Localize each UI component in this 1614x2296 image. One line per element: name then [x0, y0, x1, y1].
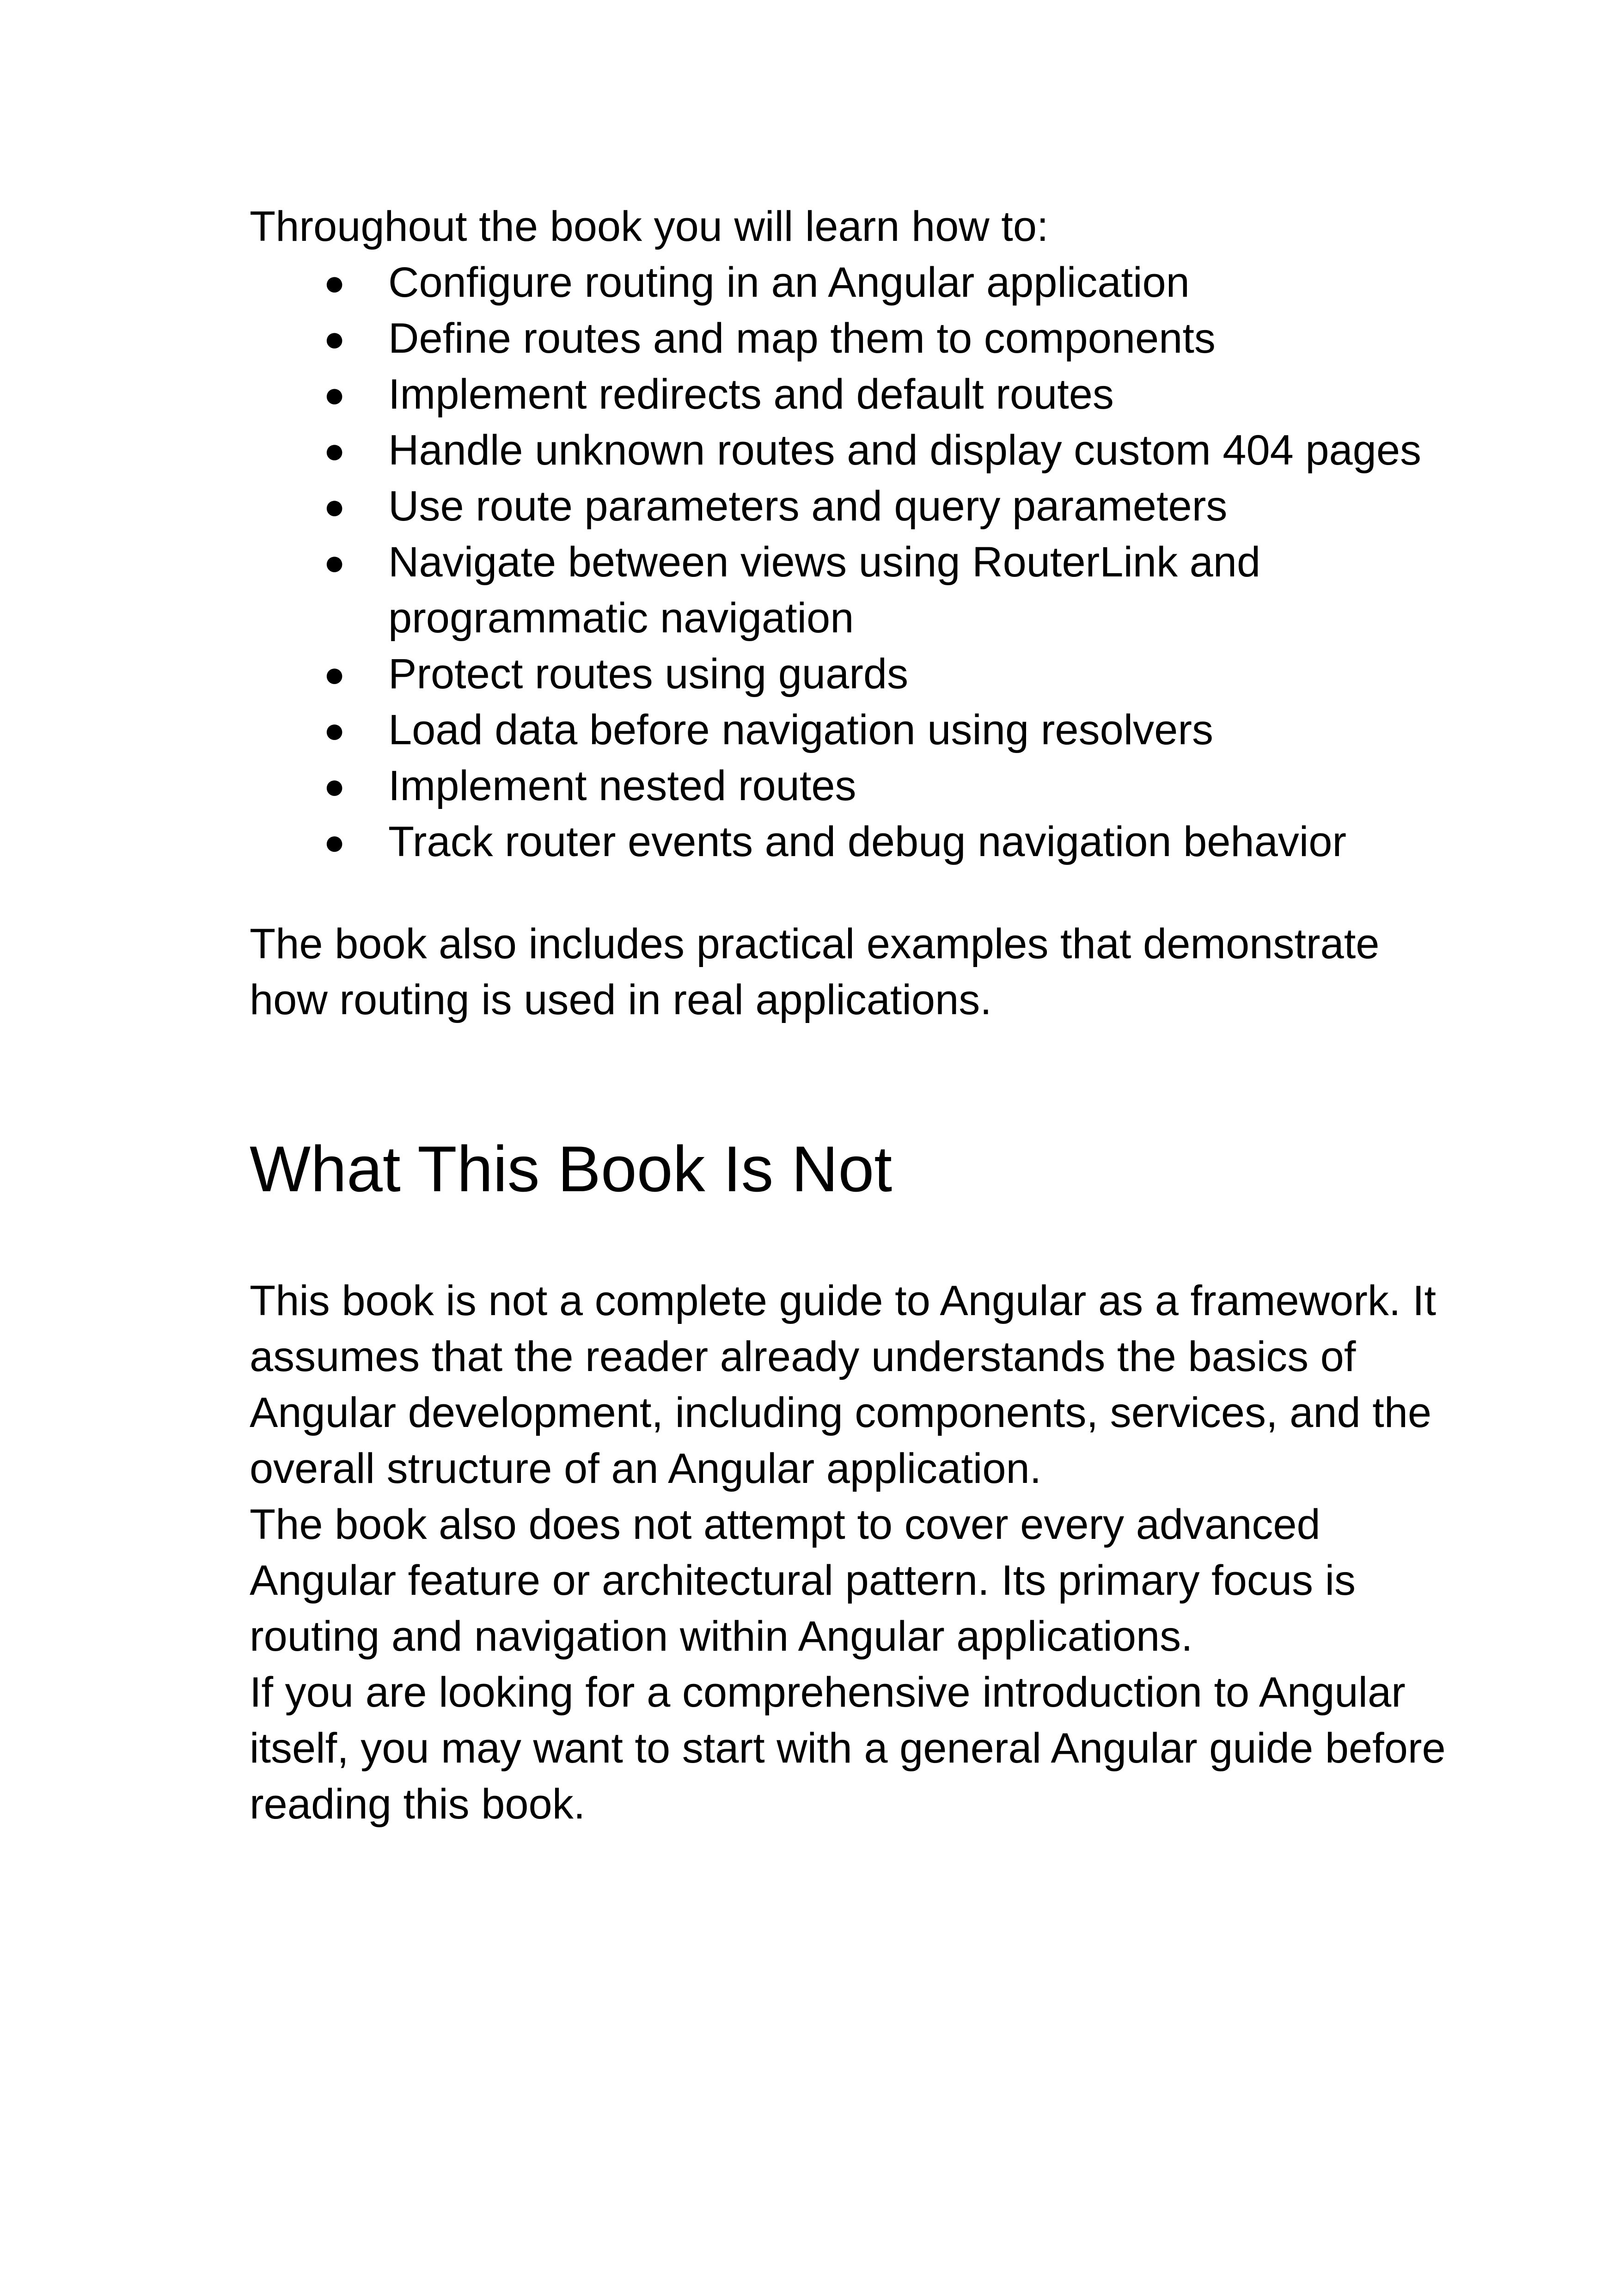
- learning-objectives-list: [250, 255, 1451, 870]
- list-item-text: Navigate between views using RouterLink and programmatic navigation: [388, 539, 1261, 642]
- section-paragraph-focus: The book also does not attempt to cover every advanced Angular feature or architectural pattern. Its primary focus is routing and navigation within Angular applications.: [250, 1501, 1356, 1660]
- bullet-icon: ●: [324, 542, 346, 582]
- list-item: [250, 646, 1516, 702]
- list-item: [250, 534, 1516, 646]
- list-item: [250, 255, 1516, 311]
- section-paragraph-recommendation: If you are looking for a comprehensive introduction to Angular itself, you may want to start with a general Angular guide before reading this book.: [250, 1669, 1446, 1828]
- list-item: [250, 478, 1516, 534]
- intro-text: Throughout the book you will learn how to:: [250, 203, 1049, 250]
- list-item: [250, 758, 1516, 814]
- list-item-text: Use route parameters and query parameters: [388, 483, 1228, 530]
- bullet-icon: ●: [324, 486, 346, 527]
- bullet-icon: ●: [324, 262, 346, 303]
- list-item-text: Load data before navigation using resolvers: [388, 706, 1213, 753]
- bullet-icon: ●: [324, 765, 346, 806]
- bullet-icon: ●: [324, 821, 346, 862]
- list-item: [250, 311, 1516, 367]
- bullet-icon: ●: [324, 654, 346, 694]
- list-item-text: Protect routes using guards: [388, 650, 909, 698]
- list-item-text: Define routes and map them to components: [388, 315, 1216, 362]
- list-item: [250, 367, 1516, 422]
- bullet-icon: ●: [324, 374, 346, 415]
- list-item: [250, 702, 1516, 758]
- page-content: [250, 199, 1451, 1832]
- section-paragraph-scope: This book is not a complete guide to Angular as a framework. It assumes that the reader already understands the basics of Angular development, including components, services, and the overall structure of an Angular application.: [250, 1277, 1437, 1492]
- list-item-text: Configure routing in an Angular application: [388, 259, 1190, 306]
- list-item-text: Implement nested routes: [388, 762, 856, 809]
- bullet-icon: ●: [324, 430, 346, 471]
- bullet-icon: ●: [324, 318, 346, 359]
- list-item: [250, 814, 1516, 870]
- list-item: [250, 422, 1516, 478]
- list-item-text: Track router events and debug navigation behavior: [388, 818, 1347, 865]
- list-item-text: Implement redirects and default routes: [388, 371, 1114, 418]
- list-item-text: Handle unknown routes and display custom 404 pages: [388, 427, 1421, 474]
- examples-paragraph: The book also includes practical examples that demonstrate how routing is used in real applications.: [250, 920, 1380, 1023]
- section-heading: What This Book Is Not: [250, 1133, 893, 1205]
- bullet-icon: ●: [324, 710, 346, 750]
